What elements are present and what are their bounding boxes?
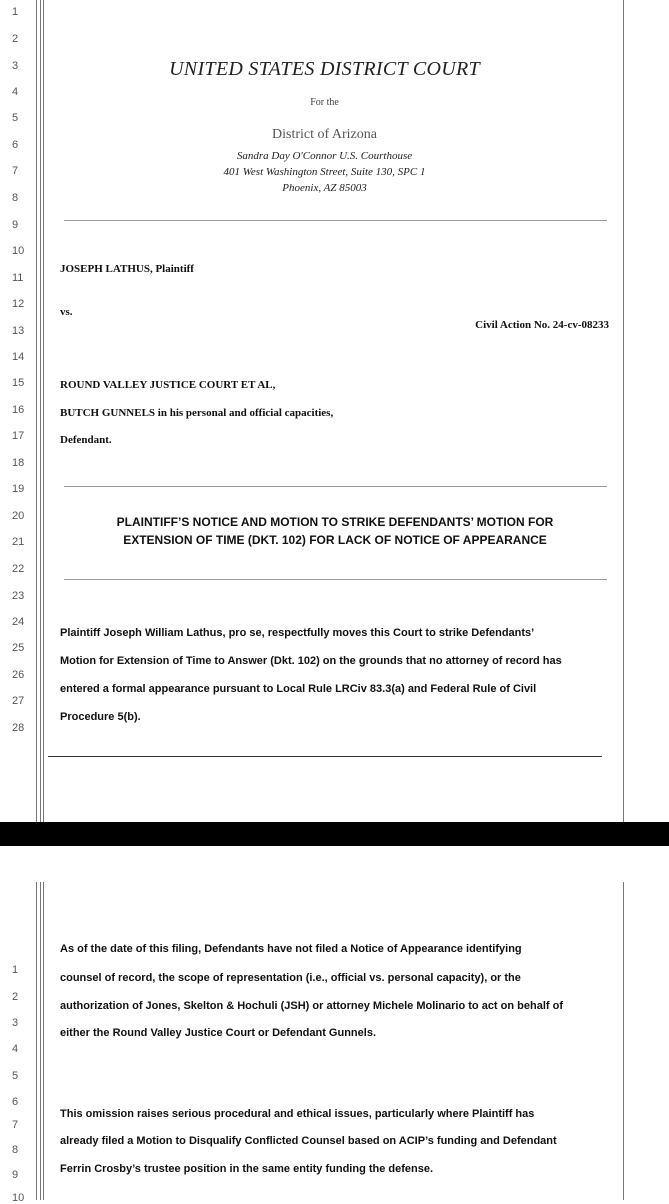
line-number: 7 <box>12 165 19 177</box>
courthouse-address-line: 401 West Washington Street, Suite 130, SPC 1 <box>223 166 426 178</box>
line-number: 1 <box>12 964 19 976</box>
line-number: 13 <box>12 325 25 337</box>
divider <box>64 220 607 221</box>
defendant-line: Defendant. <box>60 434 112 446</box>
line-number: 27 <box>12 695 25 707</box>
line-number: 24 <box>12 616 25 628</box>
plaintiff-name: JOSEPH LATHUS, Plaintiff <box>60 263 194 275</box>
line-number: 4 <box>12 86 19 98</box>
district-name: District of Arizona <box>272 127 377 142</box>
line-number: 22 <box>12 563 25 575</box>
body-text-line: already filed a Motion to Disqualify Conflicted Counsel based on ACIP’s funding and Defendant <box>60 1135 557 1147</box>
line-number: 2 <box>12 33 19 45</box>
document-page-2 <box>0 846 669 1204</box>
page-separator <box>0 822 669 846</box>
margin-line <box>40 882 41 1200</box>
courthouse-address-line: Sandra Day O'Connor U.S. Courthouse <box>236 150 413 162</box>
for-the-label: For the <box>310 97 339 108</box>
defendant-line: ROUND VALLEY JUSTICE COURT ET AL, <box>60 379 276 391</box>
line-number: 15 <box>12 377 25 389</box>
margin-line <box>43 882 44 1200</box>
courthouse-address-line: Phoenix, AZ 85003 <box>282 182 367 194</box>
body-text-line: entered a formal appearance pursuant to Local Rule LRCiv 83.3(a) and Federal Rule of Civil <box>60 683 537 695</box>
line-number: 10 <box>12 245 25 257</box>
body-text-line: Procedure 5(b). <box>60 711 141 723</box>
versus-label: vs. <box>60 306 73 318</box>
margin-line <box>43 0 44 822</box>
divider <box>64 579 607 580</box>
defendant-line: BUTCH GUNNELS in his personal and official capacities, <box>60 407 334 419</box>
right-margin-line <box>623 0 624 822</box>
line-number: 5 <box>12 1070 19 1082</box>
motion-title-line: PLAINTIFF’S NOTICE AND MOTION TO STRIKE DEFENDANTS’ MOTION FOR <box>116 515 554 529</box>
body-text-line: As of the date of this filing, Defendants have not filed a Notice of Appearance identifying <box>60 943 522 955</box>
body-text-line: authorization of Jones, Skelton & Hochuli (JSH) or attorney Michele Molinario to act on behalf of <box>60 1000 563 1012</box>
line-number: 8 <box>12 192 19 204</box>
body-text-line: counsel of record, the scope of representation (i.e., official vs. personal capacity), or the <box>60 972 521 984</box>
line-number: 17 <box>12 430 25 442</box>
line-number: 11 <box>12 272 24 284</box>
line-number: 9 <box>12 1169 19 1181</box>
line-number: 26 <box>12 669 25 681</box>
line-number: 18 <box>12 457 25 469</box>
civil-action-number: Civil Action No. 24-cv-08233 <box>475 319 609 331</box>
line-number: 6 <box>12 1096 19 1108</box>
body-text-line: Ferrin Crosby’s trustee position in the same entity funding the defense. <box>60 1163 434 1175</box>
line-number: 4 <box>12 1043 19 1055</box>
line-number: 23 <box>12 590 25 602</box>
body-text-line: either the Round Valley Justice Court or Defendant Gunnels. <box>60 1027 376 1039</box>
line-number: 19 <box>12 483 25 495</box>
line-number: 3 <box>12 60 19 72</box>
line-number: 6 <box>12 139 19 151</box>
line-number: 20 <box>12 510 25 522</box>
line-number: 21 <box>12 536 25 548</box>
body-text-line: This omission raises serious procedural and ethical issues, particularly where Plaintiff has <box>60 1108 535 1120</box>
line-number: 5 <box>12 112 19 124</box>
motion-title <box>64 513 606 549</box>
signature-rule <box>48 756 602 757</box>
motion-title-line: EXTENSION OF TIME (DKT. 102) FOR LACK OF NOTICE OF APPEARANCE <box>123 533 547 547</box>
margin-line <box>36 0 37 822</box>
line-number: 16 <box>12 404 25 416</box>
margin-line <box>40 0 41 822</box>
line-number: 12 <box>12 298 25 310</box>
line-number: 28 <box>12 722 25 734</box>
right-margin-line <box>623 882 624 1200</box>
line-number: 1 <box>12 6 19 18</box>
divider <box>64 486 607 487</box>
body-text-line: Plaintiff Joseph William Lathus, pro se, respectfully moves this Court to strike Defendants’ <box>60 627 535 639</box>
body-text-line: Motion for Extension of Time to Answer (Dkt. 102) on the grounds that no attorney of record has <box>60 655 562 667</box>
line-number: 9 <box>12 219 19 231</box>
line-number: 2 <box>12 991 19 1003</box>
line-number: 10 <box>12 1192 25 1204</box>
line-number: 8 <box>12 1144 19 1156</box>
line-number: 14 <box>12 351 25 363</box>
court-title: UNITED STATES DISTRICT COURT <box>169 58 480 80</box>
margin-line <box>36 882 37 1200</box>
line-number: 25 <box>12 642 25 654</box>
line-number: 7 <box>12 1119 19 1131</box>
line-number: 3 <box>12 1017 19 1029</box>
